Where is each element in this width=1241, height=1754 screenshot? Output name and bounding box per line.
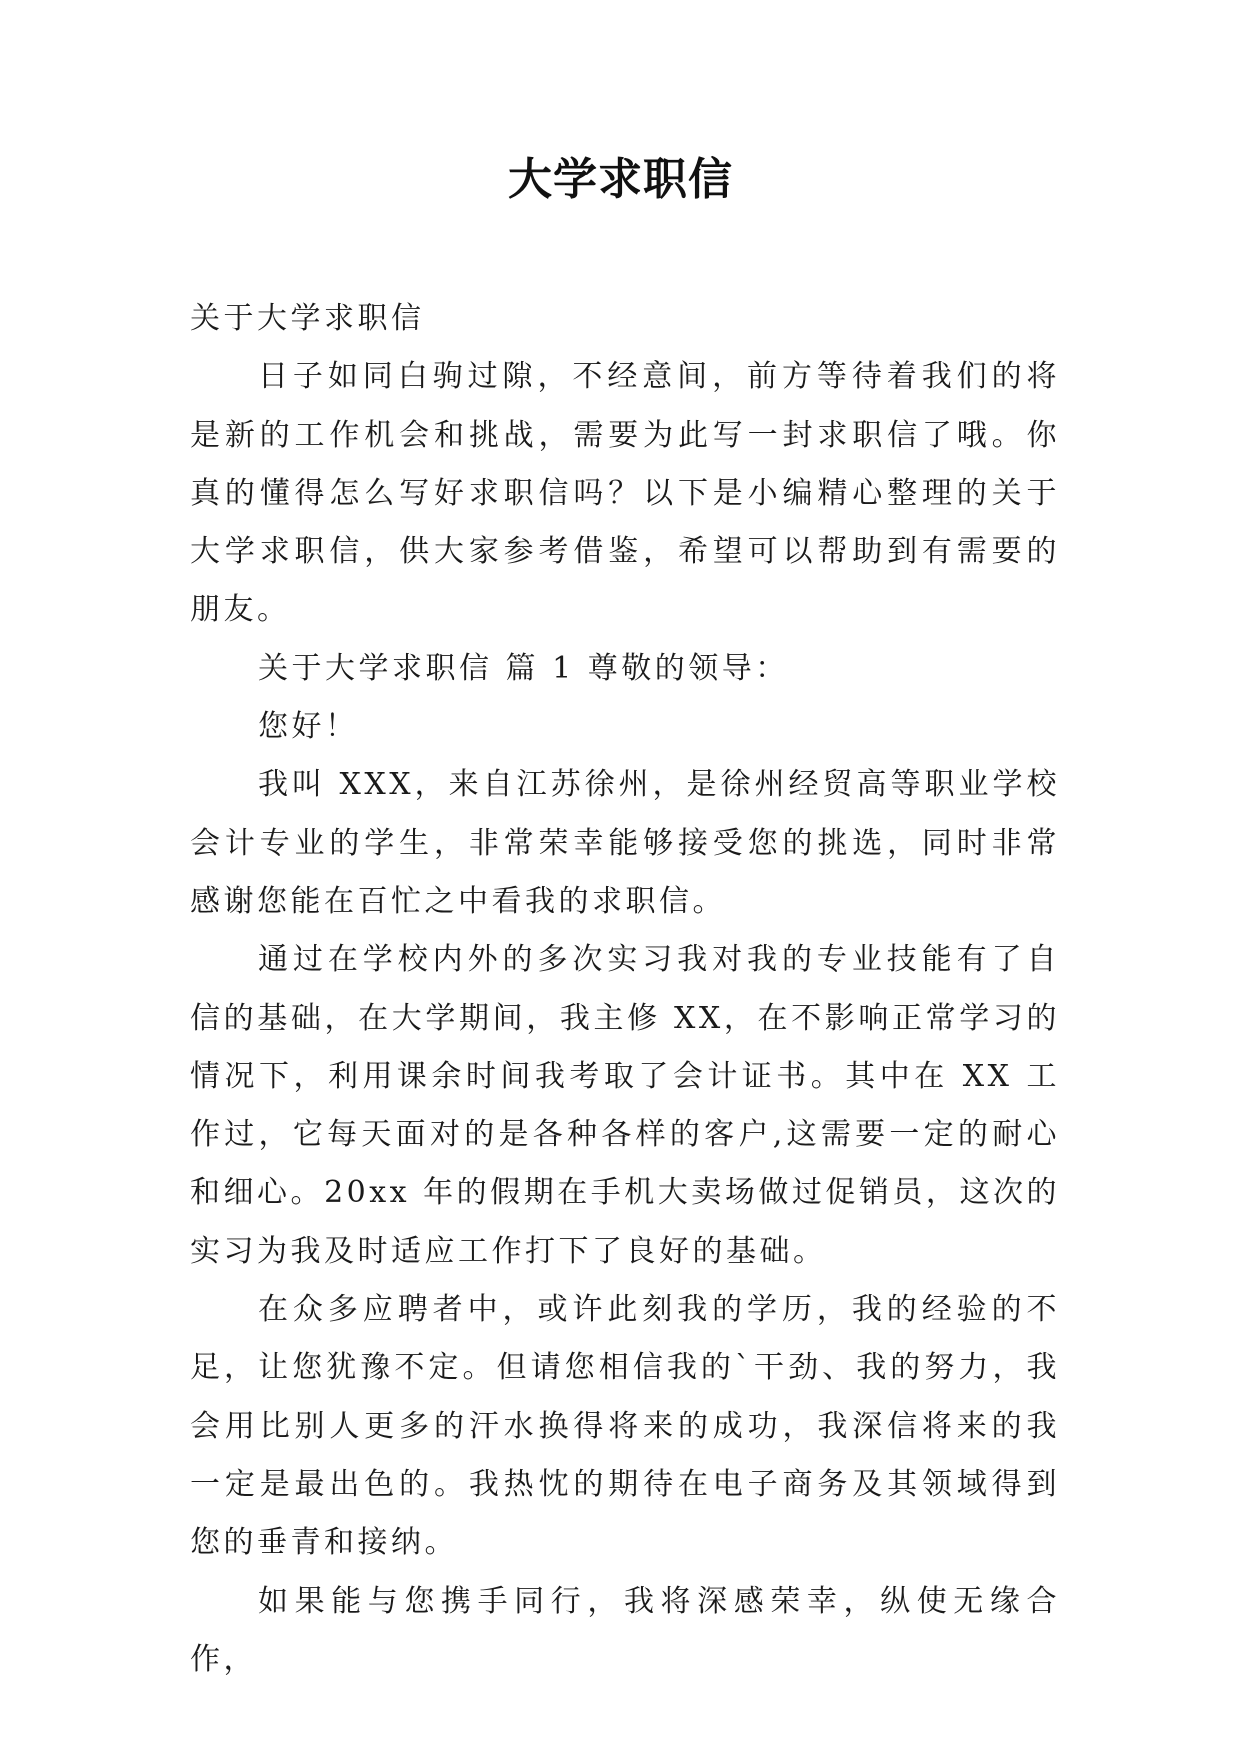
intro-heading: 关于大学求职信: [190, 301, 425, 336]
letter-heading: 关于大学求职信 篇 1 尊敬的领导：: [258, 650, 789, 686]
greeting: 您好！: [258, 709, 359, 745]
paragraph-experience: 通过在学校内外的多次实习我对我的专业技能有了自信的基础，在大学期间，我主修 XX，在不影响正常学习的情况下，利用课余时间我考取了会计证书。其中在 XX 工作过，它每天面对的是各种各样的客户,这需要一定的耐心和细心。20xx 年的假期在手机大卖场做过促销员，这次的实习为我及时适应工作打下了良好的基础。: [190, 942, 1060, 1269]
paragraph-commitment: 在众多应聘者中，或许此刻我的学历，我的经验的不足，让您犹豫不定。但请您相信我的`干劲、我的努力，我会用比别人更多的汗水换得将来的成功，我深信将来的我一定是最出色的。我热忱的期待在电子商务及其领域得到您的垂青和接纳。: [190, 1292, 1060, 1561]
document-body: [190, 290, 1060, 1689]
paragraph-self-introduction: 我叫 XXX，来自江苏徐州，是徐州经贸高等职业学校会计专业的学生，非常荣幸能够接受您的挑选，同时非常感谢您能在百忙之中看我的求职信。: [190, 767, 1060, 919]
paragraph-intro: 日子如同白驹过隙，不经意间，前方等待着我们的将是新的工作机会和挑战，需要为此写一封求职信了哦。你真的懂得怎么写好求职信吗？以下是小编精心整理的关于大学求职信，供大家参考借鉴，希望可以帮助到有需要的朋友。: [190, 359, 1060, 628]
document-title: 大学求职信: [508, 154, 733, 205]
paragraph-closing: 如果能与您携手同行，我将深感荣幸，纵使无缘合作，: [190, 1583, 1060, 1677]
